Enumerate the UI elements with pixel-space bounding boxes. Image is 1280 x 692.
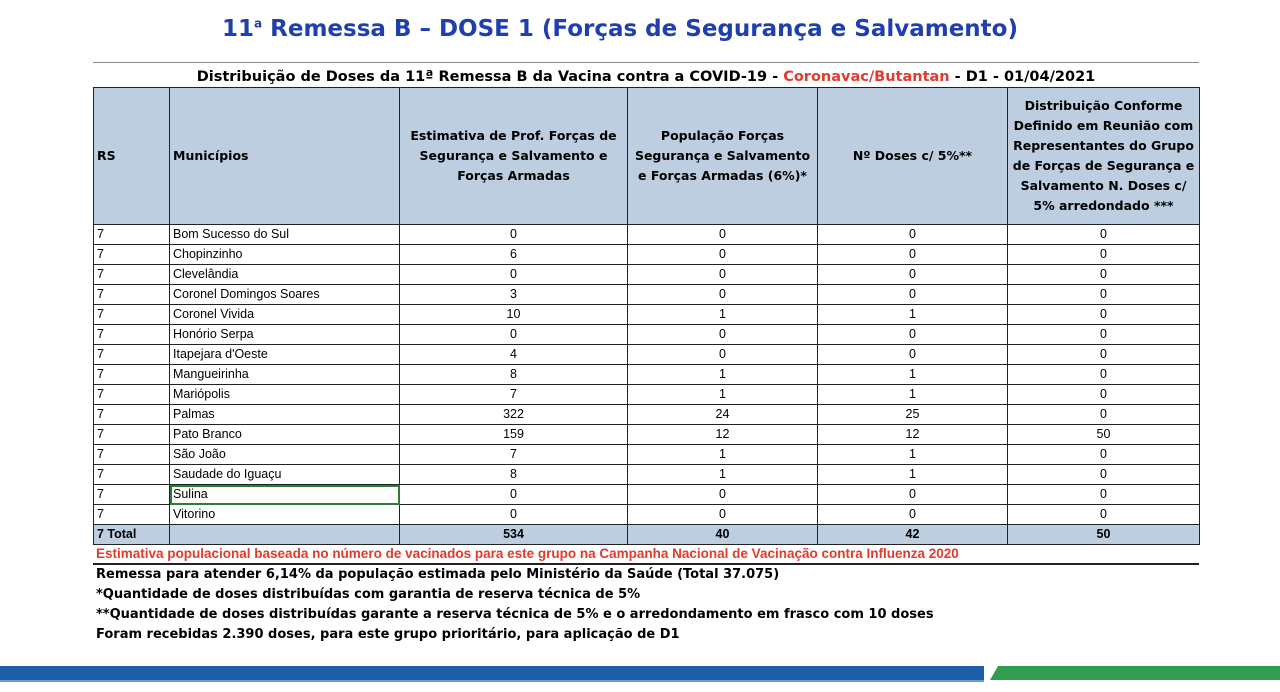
table-row xyxy=(94,465,1200,485)
total-doses[interactable]: 42 xyxy=(818,525,1008,545)
note-arredondamento: **Quantidade de doses distribuídas garante a reserva técnica de 5% e o arredondamento em frasco com 10 doses xyxy=(96,607,934,622)
cell-distribuicao[interactable]: 0 xyxy=(1008,345,1200,365)
cell-rs[interactable]: 7 xyxy=(94,345,170,365)
note-recebidas: Foram recebidas 2.390 doses, para este grupo prioritário, para aplicação de D1 xyxy=(96,627,680,642)
cell-estimativa[interactable]: 10 xyxy=(400,305,628,325)
cell-doses[interactable]: 1 xyxy=(818,365,1008,385)
cell-doses[interactable]: 25 xyxy=(818,405,1008,425)
cell-populacao[interactable]: 0 xyxy=(628,505,818,525)
cell-rs[interactable]: 7 xyxy=(94,405,170,425)
table-row xyxy=(94,405,1200,425)
cell-rs[interactable]: 7 xyxy=(94,445,170,465)
table-row xyxy=(94,425,1200,445)
cell-populacao[interactable]: 0 xyxy=(628,485,818,505)
cell-municipio[interactable]: Pato Branco xyxy=(170,425,400,445)
cell-rs[interactable]: 7 xyxy=(94,485,170,505)
cell-doses[interactable]: 0 xyxy=(818,285,1008,305)
cell-doses[interactable]: 12 xyxy=(818,425,1008,445)
cell-rs[interactable]: 7 xyxy=(94,265,170,285)
cell-rs[interactable]: 7 xyxy=(94,365,170,385)
header-estimativa[interactable]: Estimativa de Prof. Forças de Segurança e Salvamento e Forças Armadas xyxy=(400,88,628,225)
cell-doses[interactable]: 1 xyxy=(818,385,1008,405)
cell-distribuicao[interactable]: 0 xyxy=(1008,385,1200,405)
slide-title: 11$^a$ Remessa B – DOSE 1 (Forças de Segurança e Salvamento) xyxy=(222,16,1018,42)
table-row xyxy=(94,445,1200,465)
cell-doses[interactable]: 1 xyxy=(818,305,1008,325)
header-row xyxy=(94,88,1200,225)
cell-distribuicao[interactable]: 0 xyxy=(1008,285,1200,305)
table-body xyxy=(94,225,1200,525)
cell-populacao[interactable]: 1 xyxy=(628,385,818,405)
total-row xyxy=(94,525,1200,545)
cell-estimativa[interactable]: 6 xyxy=(400,245,628,265)
cell-populacao[interactable]: 0 xyxy=(628,225,818,245)
cell-doses[interactable]: 0 xyxy=(818,345,1008,365)
header-municipios[interactable]: Municípios xyxy=(170,88,400,225)
cell-rs[interactable]: 7 xyxy=(94,305,170,325)
cell-municipio[interactable]: Bom Sucesso do Sul xyxy=(170,225,400,245)
table-row xyxy=(94,245,1200,265)
cell-populacao[interactable]: 1 xyxy=(628,445,818,465)
cell-rs[interactable]: 7 xyxy=(94,245,170,265)
cell-municipio[interactable]: Honório Serpa xyxy=(170,325,400,345)
spreadsheet xyxy=(93,62,1199,645)
cell-distribuicao[interactable]: 0 xyxy=(1008,405,1200,425)
header-distribuicao[interactable]: Distribuição Conforme Definido em Reunião com Representantes do Grupo de Forças de Segurança e Salvamento N. Doses c/ 5% arredondado *** xyxy=(1008,88,1200,225)
cell-distribuicao[interactable]: 0 xyxy=(1008,305,1200,325)
cell-rs[interactable]: 7 xyxy=(94,385,170,405)
cell-estimativa[interactable]: 7 xyxy=(400,445,628,465)
cell-distribuicao[interactable]: 0 xyxy=(1008,505,1200,525)
cell-populacao[interactable]: 0 xyxy=(628,265,818,285)
cell-distribuicao[interactable]: 0 xyxy=(1008,465,1200,485)
header-rs[interactable]: RS xyxy=(94,88,170,225)
table-row xyxy=(94,305,1200,325)
cell-estimativa[interactable]: 8 xyxy=(400,365,628,385)
cell-rs[interactable]: 7 xyxy=(94,225,170,245)
cell-rs[interactable]: 7 xyxy=(94,285,170,305)
cell-distribuicao[interactable]: 0 xyxy=(1008,325,1200,345)
table-caption: Distribuição de Doses da 11ª Remessa B da Vacina contra a COVID-19 - Coronavac/Butantan - D1 - 01/04/2021 xyxy=(196,69,1096,85)
cell-municipio[interactable]: Coronel Vivida xyxy=(170,305,400,325)
notes xyxy=(93,565,1199,645)
cell-doses[interactable]: 0 xyxy=(818,485,1008,505)
cell-rs[interactable]: 7 xyxy=(94,325,170,345)
cell-populacao[interactable]: 1 xyxy=(628,465,818,485)
cell-estimativa[interactable]: 0 xyxy=(400,505,628,525)
cell-populacao[interactable]: 12 xyxy=(628,425,818,445)
cell-distribuicao[interactable]: 0 xyxy=(1008,225,1200,245)
cell-estimativa[interactable]: 8 xyxy=(400,465,628,485)
cell-distribuicao[interactable]: 0 xyxy=(1008,485,1200,505)
cell-distribuicao[interactable]: 50 xyxy=(1008,425,1200,445)
note-reserva: *Quantidade de doses distribuídas com garantia de reserva técnica de 5% xyxy=(96,587,641,602)
cell-doses[interactable]: 0 xyxy=(818,225,1008,245)
table-row xyxy=(94,345,1200,365)
cell-estimativa[interactable]: 4 xyxy=(400,345,628,365)
table-row xyxy=(94,485,1200,505)
cell-populacao[interactable]: 24 xyxy=(628,405,818,425)
total-distribuicao[interactable]: 50 xyxy=(1008,525,1200,545)
cell-estimativa[interactable]: 7 xyxy=(400,385,628,405)
cell-estimativa[interactable]: 3 xyxy=(400,285,628,305)
note-estimativa: Estimativa populacional baseada no número de vacinados para este grupo na Campanha Nacional de Vacinação contra Influenza 2020 xyxy=(93,545,1199,565)
table-row xyxy=(94,325,1200,345)
cell-populacao[interactable]: 1 xyxy=(628,305,818,325)
total-municipio[interactable] xyxy=(170,525,400,545)
cell-doses[interactable]: 1 xyxy=(818,445,1008,465)
cell-municipio[interactable]: São João xyxy=(170,445,400,465)
cell-rs[interactable]: 7 xyxy=(94,465,170,485)
note-remessa: Remessa para atender 6,14% da população estimada pelo Ministério da Saúde (Total 37.075) xyxy=(96,567,780,582)
cell-rs[interactable]: 7 xyxy=(94,425,170,445)
cell-distribuicao[interactable]: 0 xyxy=(1008,365,1200,385)
table-row xyxy=(94,265,1200,285)
cell-municipio[interactable]: Vitorino xyxy=(170,505,400,525)
table-row xyxy=(94,285,1200,305)
cell-populacao[interactable]: 0 xyxy=(628,325,818,345)
cell-municipio[interactable]: Itapejara d'Oeste xyxy=(170,345,400,365)
total-estimativa[interactable]: 534 xyxy=(400,525,628,545)
cell-doses[interactable]: 1 xyxy=(818,465,1008,485)
cell-municipio[interactable]: Palmas xyxy=(170,405,400,425)
footer-bar-blue-light xyxy=(0,680,984,682)
cell-municipio[interactable]: Mariópolis xyxy=(170,385,400,405)
cell-estimativa[interactable]: 0 xyxy=(400,325,628,345)
cell-municipio[interactable]: Coronel Domingos Soares xyxy=(170,285,400,305)
cell-municipio[interactable]: Saudade do Iguaçu xyxy=(170,465,400,485)
table-row xyxy=(94,505,1200,525)
cell-municipio[interactable]: Mangueirinha xyxy=(170,365,400,385)
cell-populacao[interactable]: 0 xyxy=(628,285,818,305)
cell-doses[interactable]: 0 xyxy=(818,505,1008,525)
total-populacao[interactable]: 40 xyxy=(628,525,818,545)
cell-rs[interactable]: 7 xyxy=(94,505,170,525)
cell-municipio[interactable]: Clevelândia xyxy=(170,265,400,285)
cell-estimativa[interactable]: 322 xyxy=(400,405,628,425)
cell-doses[interactable]: 0 xyxy=(818,245,1008,265)
cell-populacao[interactable]: 1 xyxy=(628,365,818,385)
table-row xyxy=(94,385,1200,405)
footer-bar-blue xyxy=(0,666,984,680)
cell-estimativa[interactable]: 159 xyxy=(400,425,628,445)
cell-municipio[interactable]: Chopinzinho xyxy=(170,245,400,265)
header-populacao[interactable]: População Forças Segurança e Salvamento e Forças Armadas (6%)* xyxy=(628,88,818,225)
cell-populacao[interactable]: 0 xyxy=(628,345,818,365)
distribution-table xyxy=(93,87,1200,545)
cell-estimativa[interactable]: 0 xyxy=(400,485,628,505)
table-row xyxy=(94,365,1200,385)
cell-distribuicao[interactable]: 0 xyxy=(1008,245,1200,265)
cell-distribuicao[interactable]: 0 xyxy=(1008,265,1200,285)
cell-municipio[interactable]: Sulina xyxy=(170,485,400,505)
cell-doses[interactable]: 0 xyxy=(818,265,1008,285)
cell-estimativa[interactable]: 0 xyxy=(400,225,628,245)
total-rs[interactable]: 7 Total xyxy=(94,525,170,545)
cell-populacao[interactable]: 0 xyxy=(628,245,818,265)
cell-distribuicao[interactable]: 0 xyxy=(1008,445,1200,465)
cell-doses[interactable]: 0 xyxy=(818,325,1008,345)
table-row xyxy=(94,225,1200,245)
cell-estimativa[interactable]: 0 xyxy=(400,265,628,285)
footer-bar-green xyxy=(990,666,1280,680)
header-doses[interactable]: Nº Doses c/ 5%** xyxy=(818,88,1008,225)
